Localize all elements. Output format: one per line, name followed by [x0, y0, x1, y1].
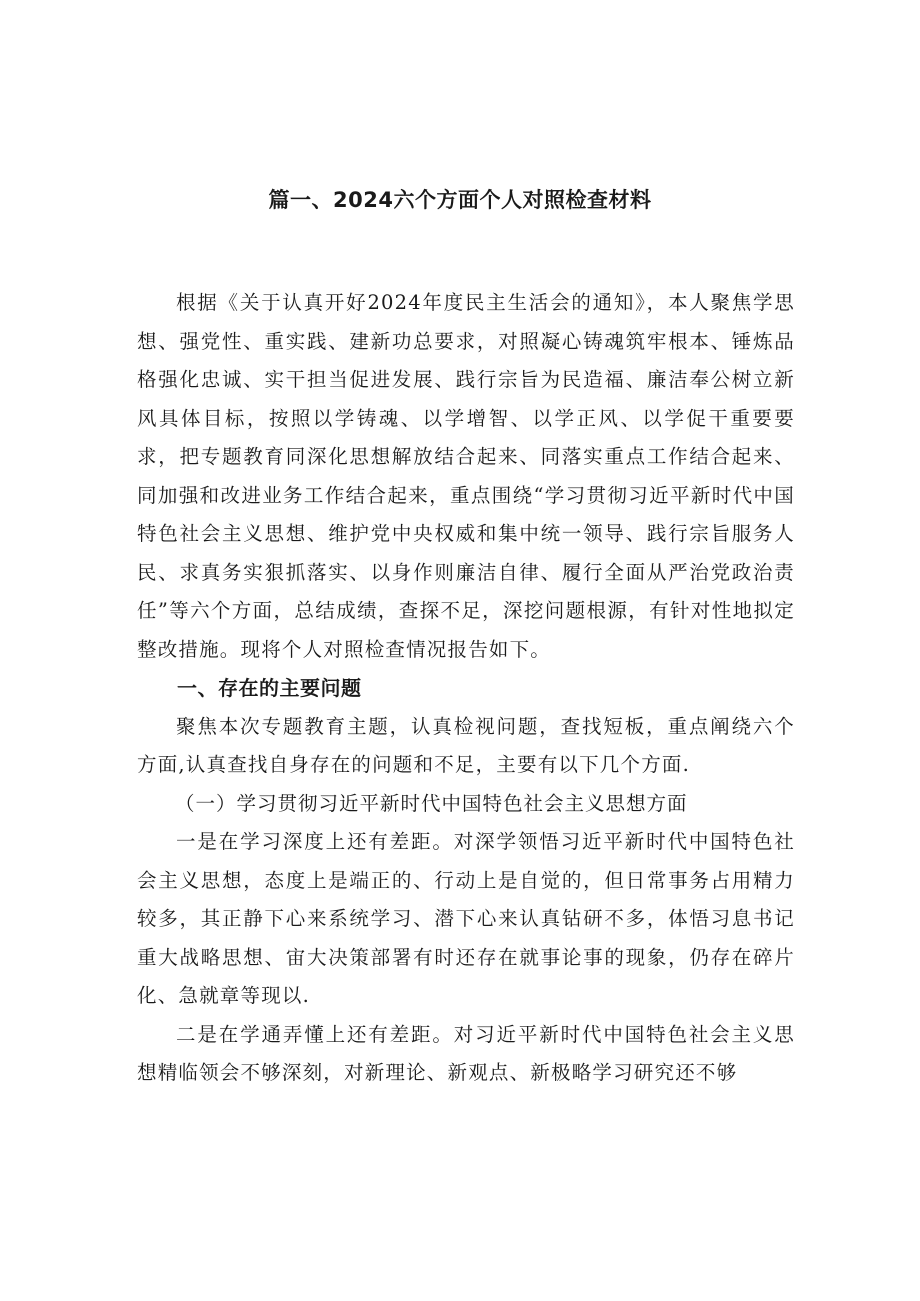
- point-two-paragraph: 二是在学通弄懂上还有差距。对习近平新时代中国特色社会主义思想精临领会不够深刻，对新理论、新观点、新极略学习研究还不够: [137, 1022, 795, 1084]
- document-title: 篇一、2024六个方面个人对照检查材料: [268, 188, 652, 212]
- point-one-paragraph: 一是在学习深度上还有差距。对深学领悟习近平新时代中国特色社会主义思想，态度上是端正的、行动上是自觉的，但日常事务占用精力较多，其正静下心来系统学习、潜下心来认真钻研不多，体悟习息书记重大战略思想、宙大决策部署有时还存在就事论事的现象，仍存在碎片化、急就章等现以.: [137, 830, 795, 1007]
- sub-heading: （一）学习贯彻习近平新时代中国特色社会主义思想方面: [175, 791, 688, 815]
- section-heading: 一、存在的主要问题: [177, 676, 362, 700]
- section-intro-paragraph: 聚焦本次专题教育主题，认真检视问题，查找短板，重点阐绕六个方面,认真查找自身存在的问题和不足，主要有以下几个方面.: [137, 714, 795, 776]
- document-body: [137, 284, 795, 1093]
- intro-paragraph: 根据《关于认真开好2024年度民主生活会的通知》，本人聚焦学思想、强党性、重实践、建新功总要求，对照凝心铸魂筑牢根本、锤炼品格强化忠诚、实干担当促进发展、践行宗旨为民造福、廉洁奉公树立新风具体目标，按照以学铸魂、以学增智、以学正风、以学促干重要要求，把专题教育同深化思想解放结合起来、同落实重点工作结合起来、同加强和改进业务工作结合起来，重点围绕“学习贯彻习近平新时代中国特色社会主义思想、维护党中央权威和集中统一领导、践行宗旨服务人民、求真务实狠抓落实、以身作则廉洁自律、履行全面从严治党政治责任”等六个方面，总结成绩，查探不足，深挖问题根源，有针对性地拟定整改措施。现将个人对照检查情况报告如下。: [137, 291, 795, 661]
